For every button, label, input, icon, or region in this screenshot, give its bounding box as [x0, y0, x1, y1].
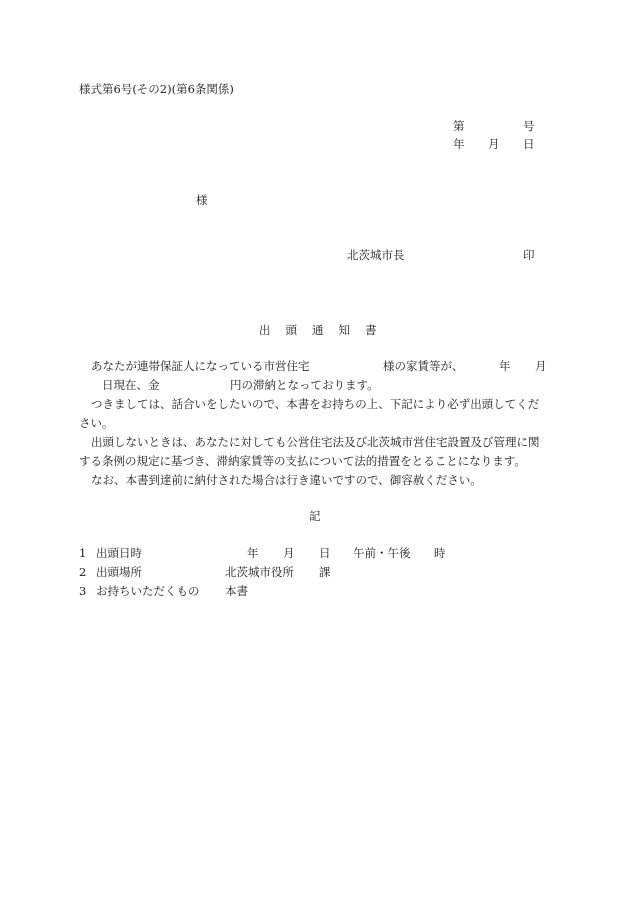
issuer-seal: 印: [523, 248, 535, 262]
item-label: 出頭日時: [96, 546, 142, 560]
item-number: 2: [79, 565, 87, 579]
body-p1-part2: 様の家賃等が、: [383, 359, 464, 373]
title-char: 出: [259, 323, 272, 337]
date-day: 日: [523, 137, 535, 151]
item-label: 出頭場所: [96, 565, 142, 579]
title-char: 書: [365, 323, 378, 337]
doc-number-prefix: 第: [453, 119, 465, 133]
doc-number-suffix: 号: [523, 119, 535, 133]
title-char: 頭: [285, 323, 298, 337]
body-p1-delinquency: 円の滞納となっております。: [230, 378, 379, 392]
title-char: 通: [312, 323, 325, 337]
item-label: お持ちいただくもの: [96, 584, 200, 598]
body-p4: なお、本書到達前に納付された場合は行き違いですので、御容赦ください。: [91, 473, 482, 487]
body-p1-day-amount: 日現在、金: [102, 378, 160, 392]
item-value: 午前・午後: [353, 546, 411, 560]
addressee-honorific: 様: [196, 193, 208, 207]
body-p1-part1: あなたが連帯保証人になっている市営住宅: [91, 359, 310, 373]
body-p3: 出頭しないときは、あなたに対しても公営住宅法及び北茨城市営住宅設置及び管理に関する条例の規定に基づき、滞納家賃等の支払について法的措置をとることになります。: [79, 435, 540, 468]
item-value: 北茨城市役所: [225, 565, 294, 579]
date-month: 月: [488, 137, 500, 151]
body-p1-month: 月: [535, 359, 547, 373]
date-year: 年: [453, 137, 465, 151]
body-p1-year: 年: [499, 359, 511, 373]
item-value: 時: [434, 546, 446, 560]
item-value: 課: [319, 565, 331, 579]
body-paragraphs: [79, 395, 549, 490]
item-value: 年: [247, 546, 259, 560]
note-heading: 記: [309, 509, 321, 523]
item-value: 月: [283, 546, 295, 560]
document-title: [259, 325, 378, 337]
item-value: 本書: [225, 584, 248, 598]
body-p2: つきましては、話合いをしたいので、本書をお持ちの上、下記により必ず出頭してください。: [79, 397, 540, 430]
title-char: 知: [338, 323, 351, 337]
item-number: 3: [79, 584, 87, 598]
item-number: 1: [79, 546, 87, 560]
item-value: 日: [319, 546, 331, 560]
issuer-name: 北茨城市長: [347, 248, 405, 262]
form-label: 様式第6号(その2)(第6条関係): [79, 82, 234, 96]
